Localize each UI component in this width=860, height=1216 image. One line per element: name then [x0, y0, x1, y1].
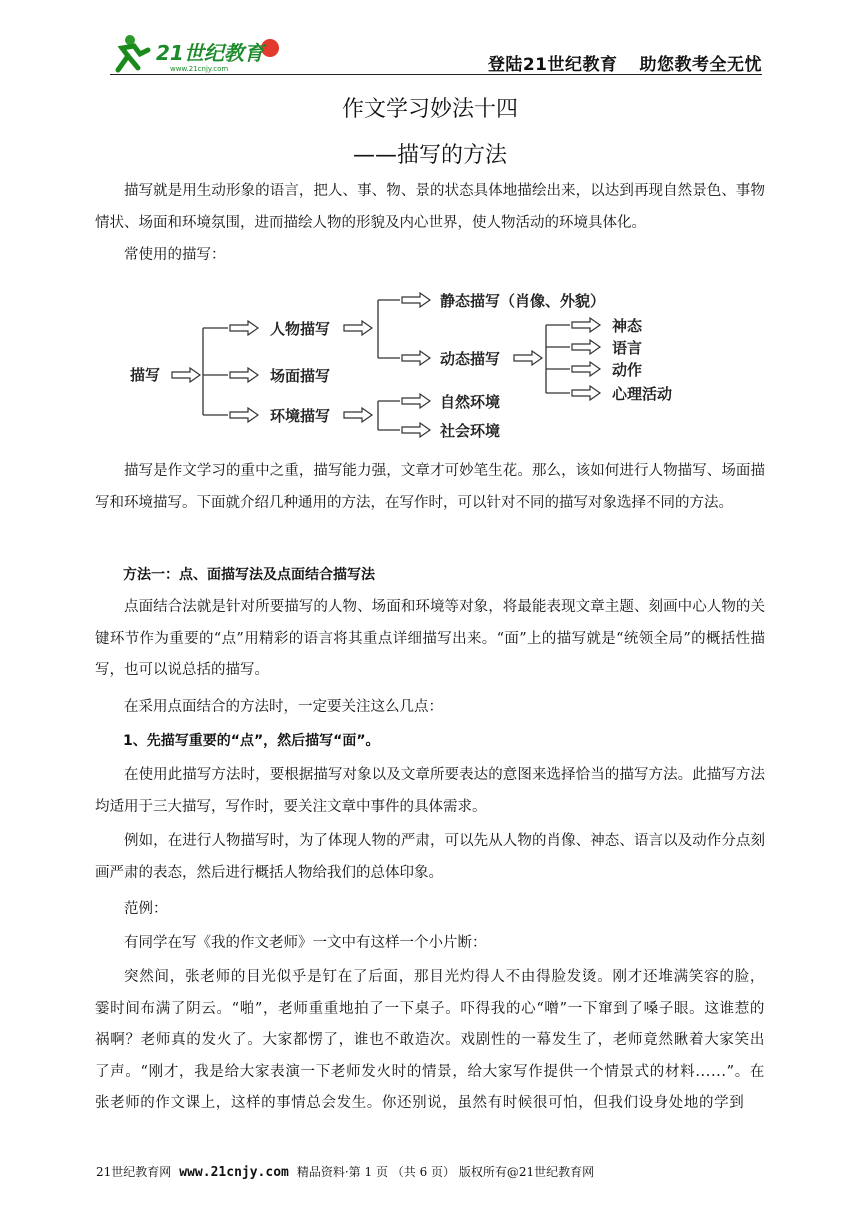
diagram-static: 静态描写（肖像、外貌）: [440, 292, 606, 310]
diagram-action: 动作: [612, 361, 643, 379]
svg-text:www.21cnjy.com: www.21cnjy.com: [170, 65, 229, 73]
site-logo: [108, 30, 288, 74]
arrow-icon: [572, 340, 600, 354]
arrow-icon: [344, 321, 372, 335]
svg-text:21世纪教育: 21世纪教育: [156, 41, 264, 65]
diagram-person: 人物描写: [270, 320, 331, 338]
arrow-icon: [402, 394, 430, 408]
arrow-icon: [572, 318, 600, 332]
arrow-icon: [514, 351, 542, 365]
diagram-environment: 环境描写: [270, 407, 331, 425]
arrow-icon: [402, 351, 430, 365]
paragraph-common-types: 常使用的描写：: [124, 247, 226, 263]
paragraph-sample-label: 范例：: [124, 901, 168, 917]
arrow-icon: [402, 293, 430, 307]
arrow-icon: [344, 408, 372, 422]
paragraph-definition: 描写就是用生动形象的语言，把人、事、物、景的状态具体地描绘出来，以达到再现自然景色、事物情状、场面和环境氛围，进而描绘人物的形貌及内心世界，使人物活动的环境具体化。: [95, 183, 765, 231]
paragraph-points-attention: 在采用点面结合的方法时，一定要关注这么几点：: [124, 699, 443, 715]
page-footer: [96, 1163, 594, 1180]
arrow-icon: [230, 321, 258, 335]
paragraph-importance: 描写是作文学习的重中之重，描写能力强，文章才可妙笔生花。那么，该如何进行人物描写、场面描写和环境描写。下面就介绍几种通用的方法，在写作时，可以针对不同的描写对象选择不同的方法。: [95, 463, 765, 511]
diagram-psychology: 心理活动: [612, 385, 673, 403]
paragraph-usage: 在使用此描写方法时，要根据描写对象以及文章所要表达的意图来选择恰当的描写方法。此描写方法均适用于三大描写，写作时，要关注文章中事件的具体需求。: [95, 767, 765, 815]
diagram-dynamic: 动态描写: [440, 350, 501, 368]
runner-logo-icon: [118, 35, 148, 70]
paragraph-sample-text: 突然间，张老师的目光似乎是钉在了后面，那目光灼得人不由得脸发烫。刚才还堆满笑容的脸，霎时间布满了阴云。“啪”，老师重重地拍了一下桌子。吓得我的心“噌”一下窜到了嗓子眼。这谁惹的祸啊？老师真的发火了。大家都愣了，谁也不敢造次。戏剧性的一幕发生了，老师竟然瞅着大家笑出了声。“刚才，我是给大家表演一下老师发火时的情景，给大家写作提供一个情景式的材料......”。在张老师的作文课上，这样的事情总会发生。你还别说，虽然有时候很可怕，但我们设身处地的学到: [95, 969, 765, 1112]
section-heading-method-one: 方法一：点、面描写法及点面结合描写法: [123, 567, 375, 583]
diagram-nature: 自然环境: [440, 393, 501, 411]
paragraph-sample-source: 有同学在写《我的作文老师》一文中有这样一个小片断：: [124, 935, 487, 951]
arrow-icon: [172, 368, 200, 382]
arrow-icon: [230, 368, 258, 382]
page-subtitle: ——描写的方法: [352, 143, 507, 168]
header-divider: [110, 74, 762, 75]
arrow-icon: [572, 386, 600, 400]
slogan-login: 登陆21世纪教育: [487, 55, 618, 75]
diagram-society: 社会环境: [440, 422, 501, 440]
arrow-icon: [402, 423, 430, 437]
arrow-icon: [572, 362, 600, 376]
subheading-first-point: 1、先描写重要的“点”，然后描写“面”。: [123, 733, 380, 749]
diagram-scene: 场面描写: [270, 367, 331, 385]
diagram-expression: 神态: [612, 317, 643, 335]
arrow-icon: [230, 408, 258, 422]
footer-site-link[interactable]: www.21cnjy.com: [179, 1165, 289, 1180]
footer-page-info: 精品资料·第 1 页 （共 6 页） 版权所有@21世纪教育网: [296, 1165, 595, 1179]
diagram-root: 描写: [130, 366, 161, 384]
paragraph-point-surface: 点面结合法就是针对所要描写的人物、场面和环境等对象，将最能表现文章主题、刻画中心人物的关键环节作为重要的“点”用精彩的语言将其重点详细描写出来。“面”上的描写就是“统领全局”的概括性描写，也可以说总括的描写。: [95, 599, 765, 679]
slogan-help: 助您教考全无忧: [639, 55, 762, 75]
description-types-diagram: [100, 285, 780, 455]
header-slogan: [488, 50, 762, 75]
paragraph-example-intro: 例如，在进行人物描写时，为了体现人物的严肃，可以先从人物的肖像、神态、语言以及动作分点刻画严肃的表态，然后进行概括人物给我们的总体印象。: [95, 833, 765, 881]
footer-org: 21世纪教育网: [96, 1165, 172, 1179]
diagram-language: 语言: [612, 339, 643, 357]
page-title: 作文学习妙法十四: [341, 97, 518, 122]
